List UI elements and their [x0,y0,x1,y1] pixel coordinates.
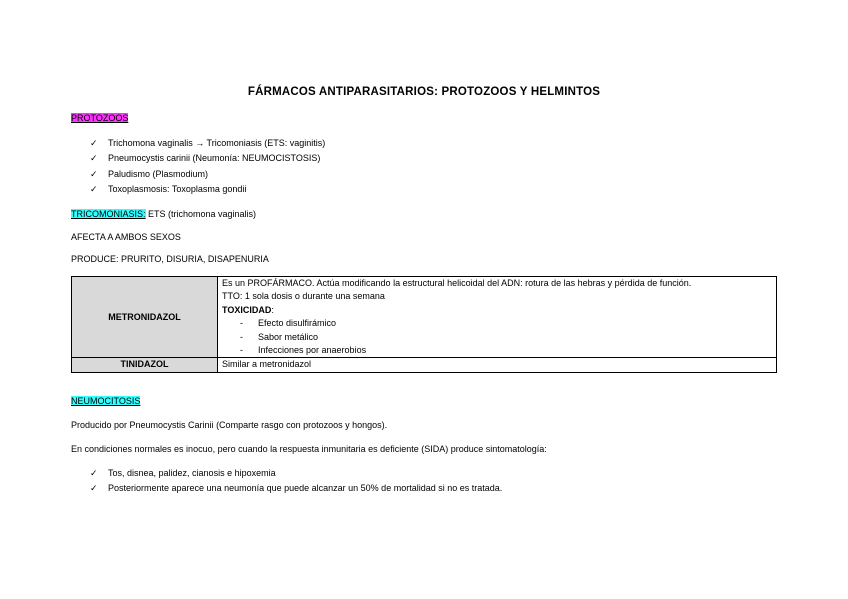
list-item: - Efecto disulfirámico [222,317,772,330]
neumocitosis-line-2: En condiciones normales es inocuo, pero cuando la respuesta inmunitaria es deficiente (SIDA) produce sintomatología: [71,444,547,454]
page-title: FÁRMACOS ANTIPARASITARIOS: PROTOZOOS Y HELMINTOS [247,86,601,98]
list-item: ✓ Toxoplasmosis: Toxoplasma gondii [90,182,325,197]
drug-name-cell: TINIDAZOL [72,358,218,372]
list-item: ✓ Tos, disnea, palidez, cianosis e hipoxemia [90,466,502,481]
dash-icon: - [240,345,243,356]
neumocitosis-heading [71,396,140,406]
table-row [72,358,777,372]
list-item: - Sabor metálico [222,331,772,344]
dash-icon: - [240,318,243,329]
check-icon: ✓ [90,184,98,195]
check-icon: ✓ [90,138,98,148]
protozoos-heading-text: PROTOZOOS [71,113,129,123]
tricomoniasis-subtitle: ETS (trichomona vaginalis) [145,209,257,219]
check-icon: ✓ [90,483,98,494]
check-icon: ✓ [90,153,98,164]
tricomoniasis-line-2: PRODUCE: PRURITO, DISURIA, DISAPENURIA [71,254,269,264]
drug-description-cell: Similar a metronidazol [218,358,777,372]
drug-description-line: TTO: 1 sola dosis o durante una semana [222,291,385,302]
list-item: ✓ Paludismo (Plasmodium) [90,167,325,182]
drug-name-cell: METRONIDAZOL [72,277,218,358]
table-row [72,277,777,358]
toxicity-list [222,317,772,357]
drug-description-line: Es un PROFÁRMACO. Actúa modificando la estructural helicoidal del ADN: rotura de las hebras y pérdida de función. [222,278,692,288]
protozoos-heading [71,113,128,123]
list-item: ✓ Trichomona vaginalis → Tricomoniasis (ETS: vaginitis) [90,136,325,151]
dash-icon: - [240,331,243,342]
toxicity-label: TOXICIDAD: [222,304,274,315]
neumocitosis-line-1: Producido por Pneumocystis Carinii (Comparte rasgo con protozoos y hongos). [71,420,388,430]
drug-description-cell [218,277,777,358]
list-item: ✓ Pneumocystis carinii (Neumonía: NEUMOCISTOSIS) [90,151,325,166]
list-item: - Infecciones por anaerobios [222,344,772,357]
neumocitosis-list [90,466,502,497]
tricomoniasis-heading [71,209,256,219]
drug-table [71,276,777,373]
tricomoniasis-heading-text: TRICOMONIASIS: [71,209,146,219]
neumocitosis-heading-text: NEUMOCITOSIS [71,396,141,406]
tricomoniasis-line-1: AFECTA A AMBOS SEXOS [71,232,181,242]
check-icon: ✓ [90,468,98,478]
list-item: ✓ Posteriormente aparece una neumonía que puede alcanzar un 50% de mortalidad si no es tratada. [90,481,502,496]
check-icon: ✓ [90,168,98,179]
protozoos-list [90,136,325,198]
